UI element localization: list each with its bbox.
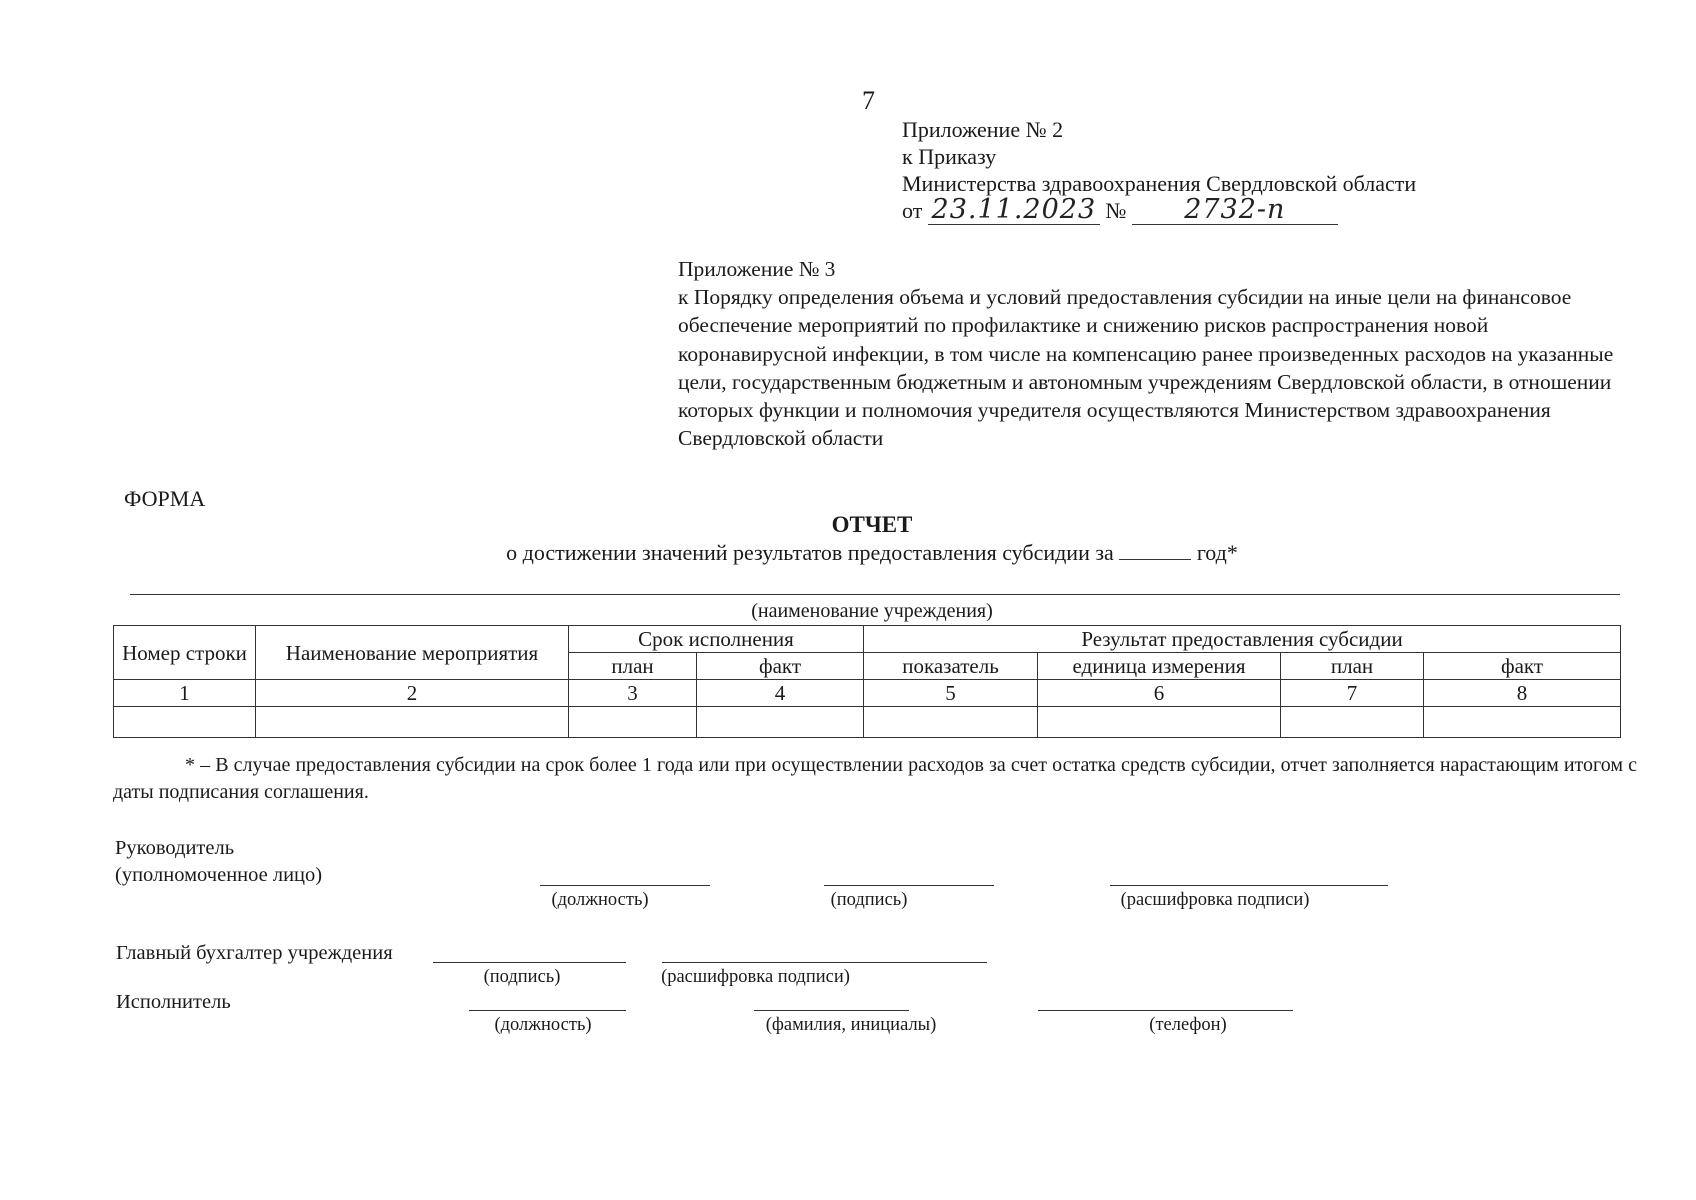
table-column-numbers-row	[114, 680, 1621, 707]
head-signature-line[interactable]	[824, 885, 994, 886]
header-deadline-fact: факт	[697, 653, 864, 680]
institution-name-line[interactable]	[130, 594, 1620, 595]
page-number: 7	[862, 86, 875, 115]
report-title: ОТЧЕТ	[831, 512, 913, 537]
report-subtitle-text: о достижении значений результатов предоставления субсидии за	[506, 540, 1114, 565]
table-cell[interactable]	[569, 707, 697, 738]
accountant-decoding-line[interactable]	[662, 962, 987, 963]
header-result-group: Результат предоставления субсидии	[864, 626, 1621, 653]
report-subtitle-year: год*	[1196, 540, 1238, 565]
order-date-field	[928, 194, 1100, 225]
report-subtitle	[0, 540, 1696, 566]
head-position-caption: (должность)	[551, 890, 649, 910]
executor-phone-line[interactable]	[1038, 1010, 1293, 1011]
date-prefix: от	[902, 198, 923, 223]
header-result-plan: план	[1281, 653, 1424, 680]
appendix3-title: Приложение № 3	[678, 257, 836, 281]
appendix3-body: к Порядку определения объема и условий предоставления субсидии на иные цели на финансовое обеспечение мероприятий по профилактике и снижению рисков распространения новой коронавирусной инфекции, в том числе на компенсацию ранее произведенных расходов на указанные цели, государственным бюджетным и автономным учреждениям Свердловской области, в отношении которых функции и полномочия учредителя осуществляются Министерством здравоохранения Свердловской области	[678, 285, 1614, 451]
table-cell[interactable]	[1281, 707, 1424, 738]
accountant-signature-line[interactable]	[433, 962, 626, 963]
column-number: 4	[697, 680, 864, 707]
head-decoding-caption: (расшифровка подписи)	[1120, 890, 1310, 910]
chief-accountant-label: Главный бухгалтер учреждения	[116, 942, 393, 964]
header-result-fact: факт	[1424, 653, 1621, 680]
header-row-number: Номер строки	[114, 626, 256, 680]
executor-phone-caption: (телефон)	[1149, 1015, 1227, 1035]
column-number: 1	[114, 680, 256, 707]
executor-label: Исполнитель	[116, 991, 231, 1013]
column-number: 5	[864, 680, 1038, 707]
header-event-name: Наименование мероприятия	[256, 626, 569, 680]
table-cell[interactable]	[697, 707, 864, 738]
head-label-1: Руководитель	[115, 837, 235, 859]
column-number: 3	[569, 680, 697, 707]
appendix2-date-line	[902, 194, 1416, 225]
table-empty-row	[114, 707, 1621, 738]
header-indicator: показатель	[864, 653, 1038, 680]
order-number-field	[1132, 194, 1338, 225]
table-cell[interactable]	[1038, 707, 1281, 738]
header-deadline-plan: план	[569, 653, 697, 680]
head-signature-caption: (подпись)	[830, 890, 908, 910]
accountant-signature-caption: (подпись)	[483, 967, 561, 987]
table-cell[interactable]	[1424, 707, 1621, 738]
column-number: 6	[1038, 680, 1281, 707]
column-number: 8	[1424, 680, 1621, 707]
header-unit: единица измерения	[1038, 653, 1281, 680]
order-date-handwritten: 23.11.2023	[931, 194, 1097, 225]
footnote	[113, 752, 1637, 806]
number-prefix: №	[1105, 198, 1127, 223]
table-cell[interactable]	[256, 707, 569, 738]
head-label-2: (уполномоченное лицо)	[115, 864, 323, 886]
header-deadline-group: Срок исполнения	[569, 626, 864, 653]
report-table	[113, 625, 1621, 738]
appendix2-title: Приложение № 2	[902, 117, 1064, 142]
executor-name-caption: (фамилия, инициалы)	[765, 1015, 937, 1035]
table-cell[interactable]	[114, 707, 256, 738]
table-header-row-1	[114, 626, 1621, 653]
year-blank-field[interactable]	[1119, 541, 1191, 560]
head-decoding-line[interactable]	[1110, 885, 1388, 886]
appendix2-order-ref: к Приказу	[902, 144, 997, 169]
executor-name-line[interactable]	[754, 1010, 909, 1011]
column-number: 2	[256, 680, 569, 707]
institution-caption: (наименование учреждения)	[751, 600, 993, 622]
column-number: 7	[1281, 680, 1424, 707]
accountant-decoding-caption: (расшифровка подписи)	[661, 967, 850, 987]
table-cell[interactable]	[864, 707, 1038, 738]
appendix3-block	[678, 255, 1638, 452]
head-position-line[interactable]	[540, 885, 710, 886]
order-number-handwritten: 2732-п	[1184, 194, 1286, 225]
footnote-text: * – В случае предоставления субсидии на срок более 1 года или при осуществлении расходов за счет остатка средств субсидии, отчет заполняется нарастающим итогом с даты подписания соглашения.	[113, 754, 1637, 803]
executor-position-line[interactable]	[469, 1010, 626, 1011]
executor-position-caption: (должность)	[494, 1015, 592, 1035]
form-label: ФОРМА	[124, 486, 206, 511]
appendix2-ministry: Министерства здравоохранения Свердловской области	[902, 171, 1417, 196]
appendix2-block	[902, 116, 1416, 225]
